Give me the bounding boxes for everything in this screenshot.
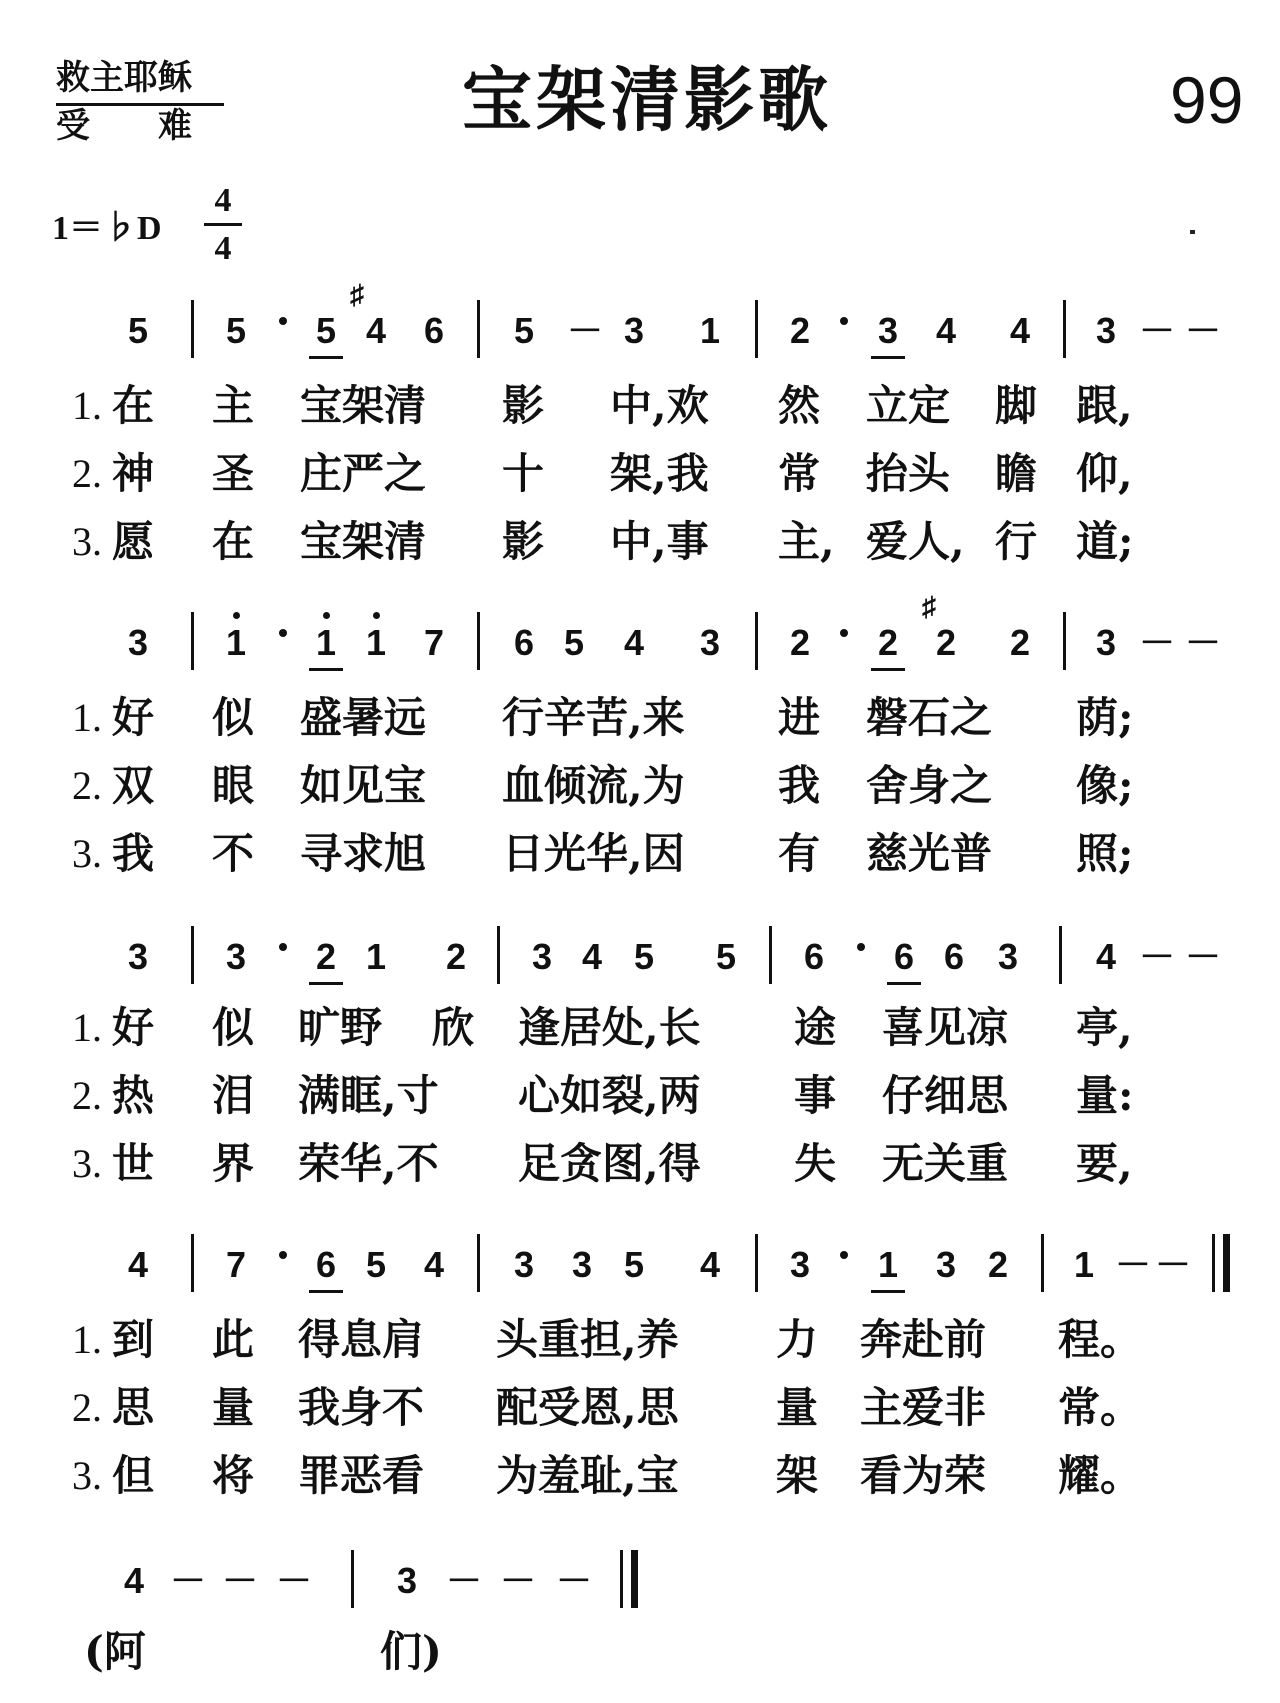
note: 6 — [309, 1240, 343, 1293]
lyric-verse-3 — [0, 824, 1280, 884]
lyric-verse-1 — [0, 688, 1280, 748]
lyric-syllable: 道; — [1076, 517, 1134, 566]
barline — [477, 1234, 480, 1292]
sharp-sign: ♯ — [350, 280, 364, 311]
lyric-verse-1 — [0, 376, 1280, 436]
lyric-verse-2 — [0, 1066, 1280, 1126]
lyric-syllable: 抬头 — [866, 449, 951, 498]
barline — [1059, 926, 1062, 984]
lyric-syllable: 愿 — [112, 517, 155, 566]
lyric-syllable: 要, — [1076, 1139, 1133, 1188]
lyric-syllable: 影 — [502, 381, 545, 430]
lyric-syllable: 主爱非 — [860, 1383, 987, 1432]
lyric-syllable: 架 — [776, 1451, 819, 1500]
note: 3 — [513, 1244, 535, 1285]
lyric-verse-2 — [0, 756, 1280, 816]
lyric-syllable: 跟, — [1076, 381, 1133, 430]
lyric-syllable: 泪 — [212, 1071, 255, 1120]
dot — [279, 943, 287, 951]
lyric-syllable: 我 — [112, 829, 155, 878]
note: 3 — [1095, 310, 1117, 351]
dash: － — [500, 1560, 537, 1601]
lyric-syllable: 影 — [502, 517, 545, 566]
dot — [840, 629, 848, 637]
lyric-syllable: 得息肩 — [298, 1315, 425, 1364]
lyric-syllable: 似 — [212, 1003, 255, 1052]
time-signature-line — [204, 223, 242, 226]
note: 5 — [715, 936, 737, 977]
lyric-syllable: 宝架清 — [300, 517, 427, 566]
barline — [477, 612, 480, 670]
lyric-syllable: 脚 — [995, 381, 1038, 430]
lyric-syllable: 荣华,不 — [298, 1139, 439, 1188]
dash: － — [1139, 936, 1176, 977]
lyric-verse-3 — [0, 1134, 1280, 1194]
time-signature-top: 4 — [214, 182, 232, 219]
lyric-syllable: 舍身之 — [866, 761, 993, 810]
verse-number: 2. — [72, 763, 102, 808]
final-barline — [1223, 1234, 1230, 1292]
notation-line-4 — [0, 1240, 1280, 1300]
lyric-syllable: 常 — [778, 449, 821, 498]
lyric-syllable: 寻求旭 — [300, 829, 427, 878]
key-signature: 1＝♭D — [52, 210, 162, 247]
lyric-syllable: 失 — [794, 1139, 837, 1188]
barline — [755, 612, 758, 670]
lyric-syllable: 双 — [112, 761, 155, 810]
lyric-syllable: 血倾流,为 — [502, 761, 685, 810]
note: 7 — [423, 622, 445, 663]
lyric-syllable: 圣 — [212, 449, 255, 498]
dash: － — [222, 1560, 259, 1601]
lyric-syllable: 好 — [112, 1003, 155, 1052]
note: 3 — [396, 1560, 418, 1601]
lyric-syllable: 如见宝 — [300, 761, 427, 810]
barline — [191, 612, 194, 670]
note: 2 — [789, 622, 811, 663]
lyric-syllable: 界 — [212, 1139, 255, 1188]
lyric-syllable: 我身不 — [298, 1383, 425, 1432]
category-line-2: 受 难 — [56, 106, 192, 146]
lyric-syllable: 满眶,寸 — [298, 1071, 439, 1120]
lyric-syllable: 中,欢 — [610, 381, 709, 430]
lyric-syllable: 量 — [776, 1383, 819, 1432]
barline — [1041, 1234, 1044, 1292]
lyric-syllable: 十 — [502, 449, 545, 498]
lyric-syllable: 庄严之 — [300, 449, 427, 498]
octave-dot — [233, 612, 240, 619]
final-barline — [631, 1550, 638, 1608]
note: 2 — [309, 932, 343, 985]
note: 1 — [309, 618, 343, 671]
lyric-syllable: 在 — [212, 517, 255, 566]
verse-number: 1. — [72, 695, 102, 740]
lyric-syllable: 仰, — [1076, 449, 1133, 498]
lyric-syllable: 常。 — [1058, 1383, 1143, 1432]
dash: － — [1185, 936, 1222, 977]
lyric-syllable: 行辛苦,来 — [502, 693, 685, 742]
barline — [755, 1234, 758, 1292]
scan-speck — [1190, 230, 1195, 234]
lyric-syllable: 瞻 — [995, 449, 1038, 498]
note: 5 — [225, 310, 247, 351]
note: 3 — [531, 936, 553, 977]
lyric-syllable: 仔细思 — [882, 1071, 1009, 1120]
note: 5 — [623, 1244, 645, 1285]
lyric-syllable: 头重担,养 — [496, 1315, 679, 1364]
note: 6 — [887, 932, 921, 985]
lyric-syllable: 行 — [995, 517, 1038, 566]
lyric-syllable: 我 — [778, 761, 821, 810]
note: 3 — [789, 1244, 811, 1285]
note: 3 — [225, 936, 247, 977]
note: 4 — [127, 1244, 149, 1285]
barline — [1063, 612, 1066, 670]
lyric-syllable: 荫; — [1076, 693, 1134, 742]
lyric-syllable: 为羞耻,宝 — [496, 1451, 679, 1500]
note: 1 — [365, 622, 387, 663]
dot — [279, 629, 287, 637]
lyric-syllable: 然 — [778, 381, 821, 430]
lyric-syllable: 奔赴前 — [860, 1315, 987, 1364]
note: 3 — [1095, 622, 1117, 663]
lyric-syllable: 似 — [212, 693, 255, 742]
lyric-syllable: 中,事 — [610, 517, 709, 566]
amen-syllable: (阿 — [84, 1627, 146, 1676]
lyric-syllable: 好 — [112, 693, 155, 742]
note: 5 — [365, 1244, 387, 1285]
note: 2 — [935, 622, 957, 663]
dash: － — [1139, 622, 1176, 663]
octave-dot — [373, 612, 380, 619]
note: 1 — [365, 936, 387, 977]
lyric-syllable: 世 — [112, 1139, 155, 1188]
lyric-syllable: 磐石之 — [866, 693, 993, 742]
verse-number: 2. — [72, 1385, 102, 1430]
note: 4 — [365, 310, 387, 351]
lyric-syllable: 程。 — [1058, 1315, 1143, 1364]
lyric-syllable: 将 — [212, 1451, 255, 1500]
octave-dot — [323, 612, 330, 619]
barline — [620, 1550, 623, 1608]
note: 3 — [871, 306, 905, 359]
lyric-syllable: 无关重 — [882, 1139, 1009, 1188]
lyric-syllable: 在 — [112, 381, 155, 430]
lyric-syllable: 思 — [112, 1383, 155, 1432]
note: 6 — [803, 936, 825, 977]
amen-syllable: 们) — [380, 1627, 442, 1676]
dash: － — [556, 1560, 593, 1601]
dot — [279, 1251, 287, 1259]
lyric-verse-1 — [0, 1310, 1280, 1370]
note: 4 — [123, 1560, 145, 1601]
note: 4 — [1095, 936, 1117, 977]
verse-number: 1. — [72, 383, 102, 428]
lyric-verse-2 — [0, 444, 1280, 504]
barline — [191, 926, 194, 984]
note: 5 — [563, 622, 585, 663]
lyric-syllable: 足贪图,得 — [518, 1139, 701, 1188]
barline — [497, 926, 500, 984]
note: 7 — [225, 1244, 247, 1285]
lyric-syllable: 看为荣 — [860, 1451, 987, 1500]
note: 5 — [309, 306, 343, 359]
verse-number: 3. — [72, 519, 102, 564]
note: 4 — [623, 622, 645, 663]
lyric-verse-3 — [0, 512, 1280, 572]
verse-number: 2. — [72, 451, 102, 496]
lyric-verse-3 — [0, 1446, 1280, 1506]
lyric-syllable: 逢居处,长 — [518, 1003, 701, 1052]
lyric-syllable: 架,我 — [610, 449, 709, 498]
lyric-syllable: 慈光普 — [866, 829, 993, 878]
note: 3 — [571, 1244, 593, 1285]
lyric-verse-2 — [0, 1378, 1280, 1438]
note: 2 — [445, 936, 467, 977]
lyric-syllable: 进 — [778, 693, 821, 742]
barline — [1063, 300, 1066, 358]
lyric-syllable: 旷野 — [298, 1003, 383, 1052]
dot — [279, 317, 287, 325]
category-line-1: 救主耶稣 — [56, 58, 192, 98]
lyric-syllable: 热 — [112, 1071, 155, 1120]
note: 3 — [699, 622, 721, 663]
lyric-syllable: 量: — [1076, 1071, 1134, 1120]
barline — [1212, 1234, 1215, 1292]
lyric-syllable: 有 — [778, 829, 821, 878]
note: 2 — [987, 1244, 1009, 1285]
note: 4 — [581, 936, 603, 977]
lyric-syllable: 欣 — [432, 1003, 475, 1052]
dash: － — [567, 310, 604, 351]
hymn-title: 宝架清影歌 — [462, 59, 832, 141]
verse-number: 3. — [72, 1141, 102, 1186]
dash: － — [276, 1560, 313, 1601]
note: 2 — [1009, 622, 1031, 663]
lyric-syllable: 但 — [112, 1451, 155, 1500]
lyric-syllable: 立定 — [866, 381, 951, 430]
lyric-verse-1 — [0, 998, 1280, 1058]
note: 3 — [127, 622, 149, 663]
lyric-syllable: 像; — [1076, 761, 1134, 810]
dash: － — [1115, 1244, 1152, 1285]
notation-line-3 — [0, 932, 1280, 992]
lyric-syllable: 照; — [1076, 829, 1134, 878]
note: 6 — [423, 310, 445, 351]
lyric-syllable: 日光华,因 — [502, 829, 685, 878]
note: 1 — [699, 310, 721, 351]
hymn-number: 99 — [1170, 63, 1244, 137]
note: 2 — [871, 618, 905, 671]
notation-line-amen — [0, 1556, 1280, 1616]
dash: － — [1155, 1244, 1192, 1285]
note: 4 — [423, 1244, 445, 1285]
note: 1 — [871, 1240, 905, 1293]
lyric-syllable: 此 — [212, 1315, 255, 1364]
barline — [477, 300, 480, 358]
lyric-syllable: 亭, — [1076, 1003, 1133, 1052]
note: 4 — [1009, 310, 1031, 351]
note: 3 — [127, 936, 149, 977]
barline — [755, 300, 758, 358]
barline — [769, 926, 772, 984]
barline — [191, 300, 194, 358]
dot — [857, 943, 865, 951]
verse-number: 1. — [72, 1005, 102, 1050]
note: 1 — [1073, 1244, 1095, 1285]
lyric-syllable: 心如裂,两 — [518, 1071, 701, 1120]
lyric-syllable: 耀。 — [1058, 1451, 1143, 1500]
barline — [191, 1234, 194, 1292]
dash: － — [170, 1560, 207, 1601]
note: 4 — [699, 1244, 721, 1285]
lyric-syllable: 不 — [212, 829, 255, 878]
note: 2 — [789, 310, 811, 351]
note: 4 — [935, 310, 957, 351]
note: 1 — [225, 622, 247, 663]
note: 6 — [943, 936, 965, 977]
dot — [840, 1251, 848, 1259]
verse-number: 3. — [72, 831, 102, 876]
lyric-syllable: 盛暑远 — [300, 693, 427, 742]
lyric-syllable: 主, — [778, 517, 835, 566]
dash: － — [1139, 310, 1176, 351]
lyric-syllable: 途 — [794, 1003, 837, 1052]
lyric-syllable: 主 — [212, 381, 255, 430]
verse-number: 1. — [72, 1317, 102, 1362]
note: 5 — [127, 310, 149, 351]
verse-number: 2. — [72, 1073, 102, 1118]
dash: － — [446, 1560, 483, 1601]
note: 3 — [623, 310, 645, 351]
time-signature-bottom: 4 — [214, 230, 232, 267]
lyric-syllable: 事 — [794, 1071, 837, 1120]
dot — [840, 317, 848, 325]
lyric-syllable: 眼 — [212, 761, 255, 810]
lyric-syllable: 宝架清 — [300, 381, 427, 430]
note: 5 — [633, 936, 655, 977]
note: 3 — [935, 1244, 957, 1285]
lyric-syllable: 量 — [212, 1383, 255, 1432]
lyric-syllable: 喜见凉 — [882, 1003, 1009, 1052]
barline — [351, 1550, 354, 1608]
notation-line-1 — [0, 280, 1280, 366]
lyric-syllable: 力 — [776, 1315, 819, 1364]
lyric-syllable: 配受恩,思 — [496, 1383, 679, 1432]
lyric-syllable: 爱人, — [866, 517, 965, 566]
lyric-syllable: 罪恶看 — [298, 1451, 425, 1500]
sharp-sign: ♯ — [922, 592, 936, 623]
notation-line-2 — [0, 592, 1280, 678]
dash: － — [1185, 622, 1222, 663]
note: 5 — [513, 310, 535, 351]
verse-number: 3. — [72, 1453, 102, 1498]
amen-lyric — [0, 1622, 1280, 1682]
note: 6 — [513, 622, 535, 663]
lyric-syllable: 神 — [112, 449, 155, 498]
note: 3 — [997, 936, 1019, 977]
dash: － — [1185, 310, 1222, 351]
lyric-syllable: 到 — [112, 1315, 155, 1364]
